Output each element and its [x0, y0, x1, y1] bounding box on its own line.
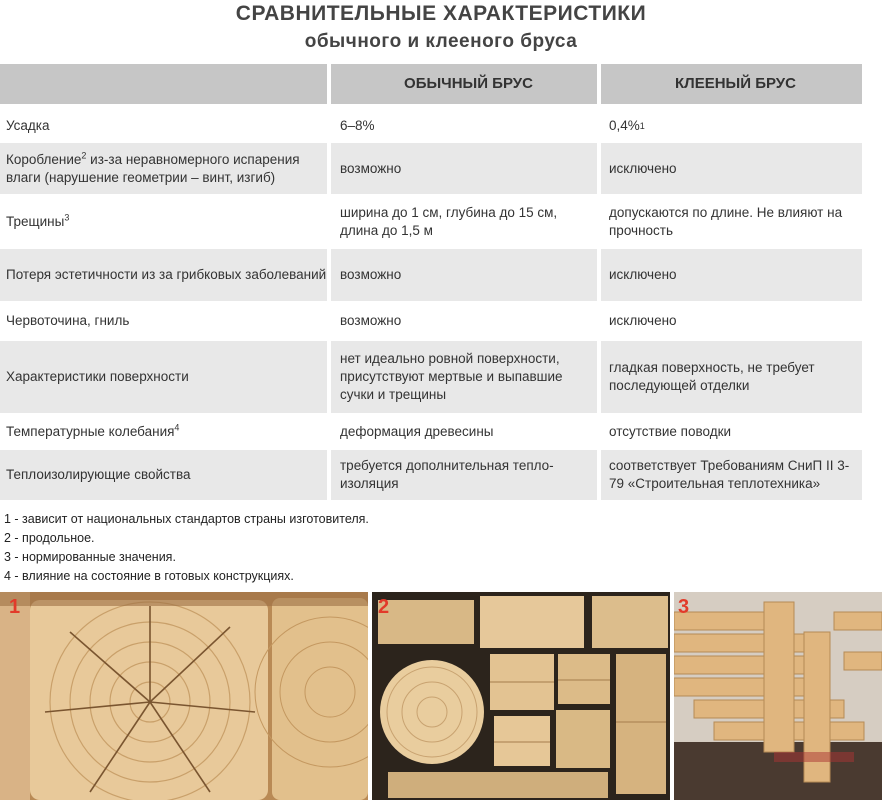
row-glued-value: исключено [609, 313, 677, 328]
row-regular-value: возможно [331, 143, 597, 194]
row-label: Коробление$^2$ из-за неравномерного испарения влаги (нарушение геометрии – винт, изгиб) [0, 143, 327, 194]
page-title: СРАВНИТЕЛЬНЫЕ ХАРАКТЕРИСТИКИ [235, 2, 647, 25]
row-regular-value: возможно [331, 249, 597, 301]
footnote: 3 - нормированные значения. [4, 550, 176, 564]
row-label: Трещины$^3$ [6, 212, 70, 229]
table-row [0, 413, 882, 450]
table-row [0, 450, 882, 500]
footnote: 2 - продольное. [4, 531, 95, 545]
row-label: Теплоизолирующие свойства [0, 450, 327, 500]
photo-number: 1 [9, 596, 21, 618]
photo-number: 2 [378, 596, 390, 618]
table-row [0, 341, 882, 413]
log-house-corner-photo [674, 592, 882, 800]
row-label: Червоточина, гниль [6, 313, 130, 328]
row-regular-value: деформация древесины [340, 423, 494, 439]
header-glued-beam: КЛЕЕНЫЙ БРУС [601, 64, 862, 104]
row-label: Усадка [6, 117, 50, 133]
row-regular-value: возможно [340, 313, 402, 328]
footnote: 1 - зависит от национальных стандартов страны изготовителя. [4, 512, 369, 526]
table-row [0, 194, 882, 249]
row-regular-value: 6–8% [340, 117, 375, 133]
table-row [0, 143, 882, 194]
row-glued-value: допускаются по длине. Не влияют на прочность [609, 204, 843, 238]
row-regular-value: ширина до 1 см, глубина до 15 см, длина до 1,5 м [340, 204, 558, 238]
row-regular-value: нет идеально ровной поверхности, присутствуют мертвые и выпавшие сучки и трещины [331, 341, 597, 413]
cracked-log-end-photo [0, 592, 368, 800]
table-row [0, 301, 882, 341]
row-glued-value: соответствует Требованиям СниП II 3-79 «Строительная теплотехника» [601, 450, 862, 500]
footnote: 4 - влияние на состояние в готовых конструкциях. [4, 569, 294, 583]
row-glued-value: гладкая поверхность, не требует последующей отделки [601, 341, 862, 413]
page-subtitle: обычного и клееного бруса [304, 31, 578, 52]
row-label: Температурные колебания$^4$ [6, 422, 180, 439]
photo-strip [0, 592, 882, 800]
row-glued-value: исключено [601, 249, 862, 301]
row-label: Характеристики поверхности [0, 341, 327, 413]
photo-number: 3 [678, 596, 690, 618]
table-row [0, 249, 882, 301]
row-label: Потеря эстетичности из за грибковых заболеваний [0, 249, 327, 301]
header-regular-beam: ОБЫЧНЫЙ БРУС [331, 64, 597, 104]
table-row [0, 108, 882, 143]
header-blank-cell [0, 64, 327, 104]
row-regular-value: требуется дополнительная тепло-изоляция [331, 450, 597, 500]
glued-beam-sections-photo [372, 592, 670, 800]
row-glued-value: отсутствие поводки [609, 423, 732, 439]
footnotes [4, 510, 369, 586]
row-glued-value: 0,4% 1 [609, 117, 645, 133]
row-glued-value: исключено [601, 143, 862, 194]
table-header-row [0, 64, 882, 104]
